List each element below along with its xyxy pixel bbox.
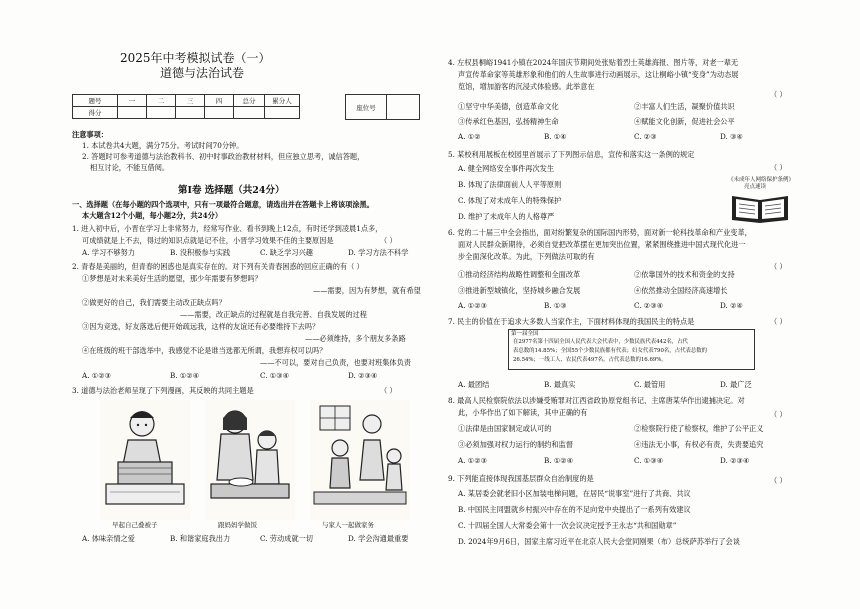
- q6-option-a[interactable]: A. ①②③: [458, 301, 488, 310]
- q4-option-a[interactable]: A. ①②: [458, 132, 481, 141]
- q9-option-c[interactable]: C. 十四届全国人大常委会第十一次会议决定授予王永志“共和国勋章”: [458, 521, 677, 530]
- q8-option-b[interactable]: B. ①②④: [544, 456, 574, 465]
- q3-stem: 3. 道德与法治老师呈现了下列漫画，其反映的共同主题是: [72, 386, 254, 395]
- cartoon-housework-icon: [310, 400, 410, 520]
- note-item: 1. 本试卷共4大题，满分75分。考试时间70分钟。: [82, 141, 244, 150]
- score-cell[interactable]: [265, 107, 300, 119]
- q8-stem: 8. 最高人民检察院依法以涉嫌受贿罪对江西省政协原党组书记、主席唐某华作出逮捕决定。对: [448, 396, 745, 405]
- answer-paren[interactable]: （ ）: [770, 90, 787, 99]
- q1-option-d[interactable]: D. 学习方法不科学: [348, 248, 409, 257]
- q4-stem: 声宣传革命家等英雄形象和他们的人生故事进行动画展示，这让桐峪小镇“变身”为动态展: [458, 70, 739, 79]
- q6-stem: 6. 党的二十届三中全会指出，面对纷繁复杂的国际国内形势，面对新一轮科技革命和产业变革，: [448, 228, 752, 237]
- score-cell[interactable]: [118, 107, 147, 119]
- q5-option-c[interactable]: C. 体现了对未成年人的特殊保护: [458, 196, 562, 205]
- q2-option-a[interactable]: A. ①②③: [82, 371, 112, 380]
- q1-stem: 1. 进入初中后，小晋在学习上非常努力，经常写作业、看书到晚上12点，有时还学到凌晨1点多，: [72, 224, 383, 233]
- q5-image-caption: 《未成年人网络保护条例》: [728, 177, 795, 183]
- q2-line: ——必须维持，多个朋友多条路: [305, 334, 406, 343]
- q2-line: ①梦想是对未来美好生活的愿望，那少年需要有梦想吗？: [82, 274, 262, 283]
- section-instruction: 本大题含12个小题，每小题2分，共24分）: [82, 211, 223, 220]
- exam-subtitle: 道德与法治试卷: [160, 66, 245, 80]
- score-header-cell: 四: [205, 95, 234, 107]
- score-row-label: 得分: [73, 107, 118, 119]
- q8-item: ①法律是由国家制定或认可的: [458, 424, 552, 433]
- q2-line: ④在班级的班干部选举中，我感觉不论是谁当选都无所谓，我想弃权可以吗？: [82, 346, 327, 355]
- q2-line: ——需要，因为有梦想，就有希望: [313, 286, 421, 295]
- q3-option-a[interactable]: A. 体味亲情之爱: [82, 534, 135, 543]
- answer-paren[interactable]: （ ）: [380, 236, 397, 245]
- answer-paren[interactable]: （ ）: [770, 262, 787, 271]
- score-header-cell: 题号: [73, 95, 118, 107]
- left-column: [60, 0, 420, 609]
- q4-stem: 4. 左权县桐峪1941小镇在2024年国庆节期间处张贴着烈士英雄海报、图片等，对老一辈无: [448, 58, 739, 67]
- score-cell[interactable]: [234, 107, 265, 119]
- q5-image-caption: 亮点速读: [744, 184, 767, 190]
- q3-option-b[interactable]: B. 和谐家庭我出力: [170, 534, 231, 543]
- cartoon-caption: 跟妈妈学做饭: [218, 521, 257, 529]
- q8-option-d[interactable]: D. ②③④: [720, 456, 750, 465]
- q2-stem: 2. 青春是美丽的，但青春的困惑也是真实存在的。对下列有关青春困惑的回应正确的有（ ）: [72, 262, 364, 271]
- q4-option-d[interactable]: D. ③④: [720, 132, 743, 141]
- q3-option-d[interactable]: D. 学会沟通最重要: [348, 534, 409, 543]
- q8-stem: 此，小华作出了如下解读，其中正确的有: [458, 408, 588, 417]
- q8-item: ④违法无小事，有权必有责，失责要追究: [634, 440, 764, 449]
- q7-option-b[interactable]: B. 最真实: [544, 380, 576, 389]
- cartoon-cooking-icon: [205, 400, 295, 520]
- q1-option-a[interactable]: A. 学习不够努力: [82, 248, 135, 257]
- q7-box-title: 第一届全国: [511, 331, 539, 337]
- note-item: 相互讨论，不能互借阅。: [90, 163, 170, 172]
- answer-paren[interactable]: （ ）: [380, 386, 397, 395]
- q7-option-c[interactable]: C. 最管用: [634, 380, 666, 389]
- q9-option-d[interactable]: D. 2024年9月6日，国家主席习近平在北京人民大会堂同刚果（布）总统萨苏举行了会谈: [458, 537, 740, 546]
- q7-stem: 7. 民主的价值在于追求大多数人当家作主，下面材料体现的我国民主的特点是: [448, 317, 695, 326]
- q4-item: ④赋能文化创新，促进社会公平: [634, 117, 735, 126]
- q9-option-b[interactable]: B. 中国民主同盟就乡村振兴中存在的不足向党中央提出了一系列有效建议: [458, 505, 691, 514]
- open-book-icon: [730, 192, 790, 224]
- q2-option-d[interactable]: D. ②③④: [348, 371, 378, 380]
- q2-option-c[interactable]: C. ①③④: [260, 371, 290, 380]
- q7-option-d[interactable]: D. 最广泛: [720, 380, 752, 389]
- cartoon-folding-quilt-icon: [100, 400, 190, 520]
- q1-option-b[interactable]: B. 没积极参与实践: [170, 248, 231, 257]
- q6-option-c[interactable]: C. ②③④: [634, 301, 664, 310]
- q6-item: ①推动经济结构战略性调整和全面改革: [458, 270, 581, 279]
- q6-option-d[interactable]: D. ②④: [720, 301, 743, 310]
- q6-option-b[interactable]: B. ①③: [544, 301, 567, 310]
- q6-item: ③推进新型城镇化，坚持城乡融合发展: [458, 286, 581, 295]
- q1-stem: 可成绩就是上不去，得过的知识点就是记不住，小晋学习效果不佳的主要原因是: [82, 236, 334, 245]
- q8-option-a[interactable]: A. ①②③: [458, 456, 488, 465]
- q6-item: ②依靠国外的技术和资金的支持: [634, 270, 735, 279]
- answer-paren[interactable]: （ ）: [770, 476, 787, 485]
- q5-stem: 5. 某校利用展板在校园里首展示了下列图示信息，宣传和落实这一条例的规定: [448, 150, 695, 159]
- q4-stem: 览馆，增加游客的沉浸式体验感。此举意在: [458, 82, 595, 91]
- q6-stem: 步全面深化改革。为此，下列做法可取的有: [458, 252, 595, 261]
- cartoon-caption: 与家人一起做家务: [322, 521, 374, 529]
- q4-item: ③传承红色基因，弘扬精神生命: [458, 117, 559, 126]
- q9-stem: 9. 下列能直接体现我国基层群众自治制度的是: [448, 474, 594, 483]
- q5-option-a[interactable]: A. 健全网络安全事件再次发生: [458, 164, 555, 173]
- q3-option-c[interactable]: C. 劳动成就一切: [260, 534, 313, 543]
- q1-option-c[interactable]: C. 缺乏学习兴趣: [260, 248, 313, 257]
- cartoon-caption: 早起自己叠被子: [112, 521, 158, 529]
- q4-item: ①坚守中华美德，创造革命文化: [458, 102, 559, 111]
- q4-option-b[interactable]: B. ①④: [544, 132, 567, 141]
- q6-item: ④依然推动全国经济高速增长: [634, 286, 728, 295]
- q7-material-box: [508, 329, 755, 370]
- score-cell[interactable]: [205, 107, 234, 119]
- right-column: [448, 0, 820, 609]
- seat-cell[interactable]: [387, 95, 420, 120]
- q4-item: ②丰富人们生活，凝聚价值共识: [634, 102, 735, 111]
- q2-line: ——需要，改正缺点的过程就是自我完善、自我发展的过程: [180, 310, 367, 319]
- section-instruction: 一、选择题（在每小题的四个选项中，只有一项最符合题意，请选出并在答题卡上将该项涂黑。: [72, 200, 374, 209]
- q8-item: ③必须加强对权力运行的制约和监督: [458, 440, 574, 449]
- seat-label: 座位号: [346, 95, 387, 120]
- q5-option-b[interactable]: B. 体现了法律面前人人平等原则: [458, 180, 562, 189]
- score-cell[interactable]: [147, 107, 176, 119]
- q8-item: ②检察院行使了检察权，维护了公平正义: [634, 424, 764, 433]
- q7-box-line: 在2977名第十四届全国人民代表大会代表中，少数民族代表442名，占代: [513, 339, 688, 345]
- q2-line: ②做更好的自己，我们需要主动改正缺点吗？: [82, 298, 226, 307]
- q6-stem: 面对人民群众新期待，必须自觉把改革摆在更加突出位置，紧紧围绕推进中国式现代化进一: [458, 240, 746, 249]
- q4-option-c[interactable]: C. ②③: [634, 132, 657, 141]
- section-title: 第Ⅰ卷 选择题（共24分）: [178, 185, 285, 196]
- note-item: 2. 答题时可参考道德与法治教科书、初中时事政治教材材料，但应独立思考，诚信答题，: [82, 152, 365, 161]
- score-header-cell: 累分人: [265, 95, 300, 107]
- exam-title: 2025年中考模拟试卷（一）: [120, 51, 271, 65]
- answer-paren[interactable]: （ ）: [770, 410, 787, 419]
- score-header-cell: 总分: [234, 95, 265, 107]
- score-header-cell: 一: [118, 95, 147, 107]
- score-header-cell: 二: [147, 95, 176, 107]
- answer-paren[interactable]: （ ）: [770, 317, 787, 326]
- q9-option-a[interactable]: A. 某居委会就老旧小区加装电梯问题，在居民“说事室”进行了共商、共议: [458, 489, 691, 498]
- q2-option-b[interactable]: B. ①②④: [170, 371, 200, 380]
- seat-table: [345, 94, 420, 120]
- q5-option-d[interactable]: D. 维护了未成年人的人格尊严: [458, 212, 555, 221]
- q7-box-line: 26.54%；一线工人、农民代表497名，占代表总数的16.69%。: [513, 357, 667, 363]
- q7-box-line: 表总数的14.85%；全国55个少数民族都有代表；妇女代表790名，占代表总数的: [513, 348, 708, 354]
- score-cell[interactable]: [176, 107, 205, 119]
- q2-line: ——不可以，要对自己负责，也要对班集体负责: [260, 358, 411, 367]
- notes-heading: 注意事项：: [72, 130, 108, 139]
- q8-option-c[interactable]: C. ①③④: [634, 456, 664, 465]
- score-header-cell: 三: [176, 95, 205, 107]
- score-table: [72, 94, 300, 119]
- q7-option-a[interactable]: A. 最团结: [458, 380, 490, 389]
- answer-paren[interactable]: （ ）: [770, 163, 787, 172]
- q2-line: ③因为竞选，好友落选后便开始疏远我，这样的友谊还有必要维持下去吗？: [82, 322, 320, 331]
